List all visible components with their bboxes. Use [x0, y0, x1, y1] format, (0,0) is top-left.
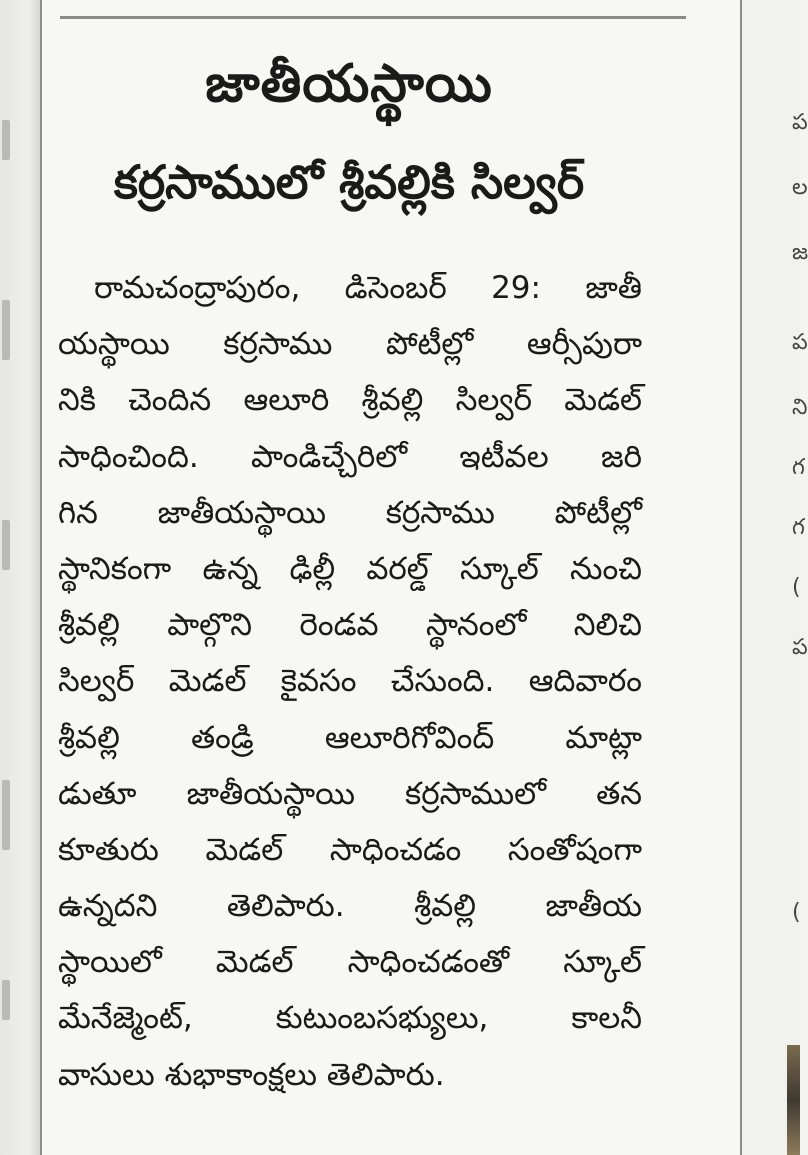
- body-line: శ్రీవల్లి పాల్గొని రెండవ స్థానంలో నిలిచి: [58, 607, 642, 644]
- adjacent-glyph: (: [792, 575, 801, 600]
- text-fragment: [2, 980, 10, 1020]
- body-line: నికి చెందిన ఆలూరి శ్రీవల్లి సిల్వర్ మెడల్: [58, 382, 642, 419]
- body-line: సాధించింది. పాండిచ్చేరిలో ఇటీవల జరి: [58, 438, 642, 475]
- text-fragment: [2, 520, 10, 570]
- text-fragment: [2, 300, 10, 360]
- top-rule: [60, 16, 686, 19]
- body-line: వాసులు శుభాకాంక్షలు తెలిపారు.: [58, 1056, 445, 1093]
- adjacent-photo: [787, 1045, 800, 1155]
- body-line: కూతురు మెడల్ సాధించడం సంతోషంగా: [58, 831, 642, 868]
- body-line: శ్రీవల్లి తండ్రి ఆలూరిగోవింద్ మాట్లా: [58, 719, 642, 756]
- adjacent-glyph: గ: [792, 455, 805, 480]
- body-line: యస్థాయి కర్రసాము పోటీల్లో ఆర్సీపురా: [58, 326, 642, 363]
- adjacent-glyph: ప: [792, 635, 808, 660]
- body-line: డుతూ జాతీయస్థాయి కర్రసాములో తన: [58, 775, 642, 812]
- adjacent-glyph: (: [792, 900, 801, 925]
- adjacent-glyph: గ: [792, 515, 805, 540]
- adjacent-column-right: [742, 0, 808, 1155]
- body-line: గిన జాతీయస్థాయి కర్రసాము పోటీల్లో: [58, 494, 642, 531]
- adjacent-glyph: ప: [792, 330, 808, 355]
- body-line: మేనేజ్మెంట్, కుటుంబసభ్యులు, కాలనీ: [58, 1000, 642, 1037]
- adjacent-glyph: ల: [792, 175, 808, 200]
- text-fragment: [2, 120, 10, 160]
- body-line: సిల్వర్ మెడల్ కైవసం చేసుంది. ఆదివారం: [58, 663, 642, 700]
- adjacent-glyph: ని: [792, 395, 808, 420]
- body-line: స్థానికంగా ఉన్న ఢిల్లీ వరల్డ్ స్కూల్ నుంచి: [58, 550, 642, 587]
- adjacent-column-left: [0, 0, 40, 1155]
- article-kicker: జాతీయస్థాయి: [205, 54, 493, 114]
- text-fragment: [2, 780, 10, 850]
- adjacent-glyph: ప: [792, 110, 808, 135]
- body-line: ఉన్నదని తెలిపారు. శ్రీవల్లి జాతీయ: [58, 888, 642, 925]
- body-line: స్థాయిలో మెడల్ సాధించడంతో స్కూల్: [58, 944, 642, 981]
- body-line: రామచంద్రాపురం, డిసెంబర్ 29: జాతీ: [94, 270, 642, 306]
- article-headline: కర్రసాములో శ్రీవల్లికి సిల్వర్: [113, 155, 585, 209]
- adjacent-glyph: జ: [792, 240, 808, 265]
- article-body: [58, 260, 642, 1103]
